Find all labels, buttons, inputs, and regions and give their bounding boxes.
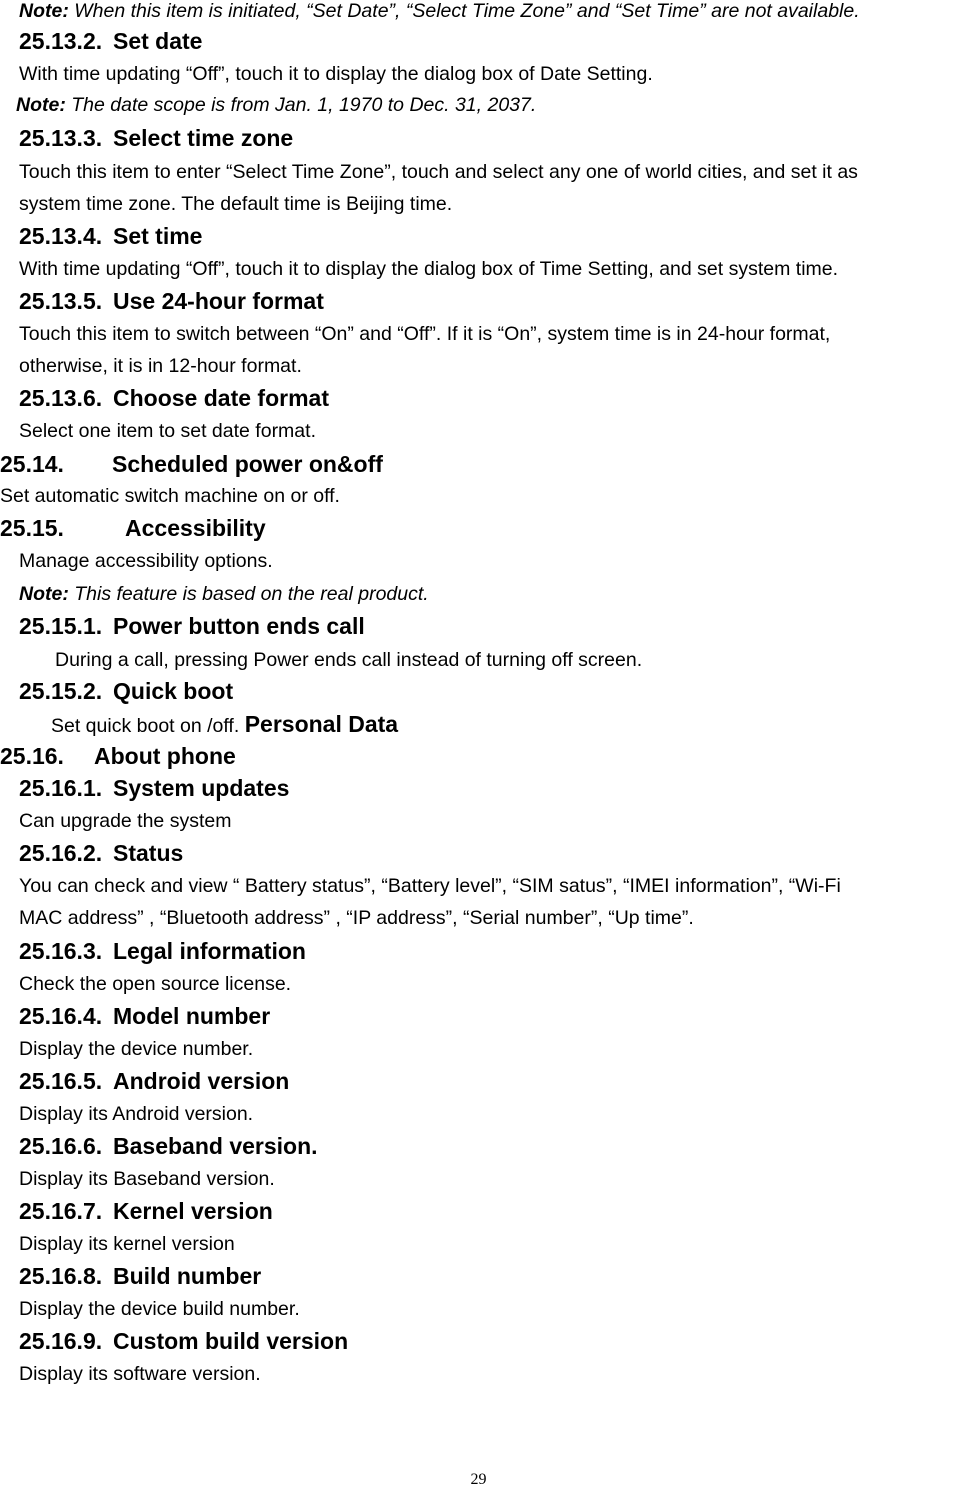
paragraph: Display its Android version.	[19, 1103, 254, 1125]
paragraph: Manage accessibility options.	[19, 550, 273, 572]
note-line	[19, 583, 429, 606]
section-number: 25.13.3.	[19, 125, 103, 151]
paragraph: otherwise, it is in 12-hour format.	[19, 355, 302, 377]
note-label: Note:	[19, 583, 69, 605]
section-title: Kernel version	[113, 1198, 273, 1224]
section-number: 25.16.3.	[19, 938, 103, 964]
section-title: Quick boot	[113, 678, 234, 704]
section-title: Status	[113, 840, 184, 866]
note-line	[19, 0, 860, 23]
heading-25-16-1	[19, 775, 289, 802]
heading-25-16-8	[19, 1263, 261, 1290]
paragraph: With time updating “Off”, touch it to display the dialog box of Time Setting, and set system time.	[19, 258, 839, 280]
section-number: 25.16.1.	[19, 775, 103, 801]
page-number: 29	[470, 1471, 487, 1488]
section-title: Android version	[113, 1068, 290, 1094]
paragraph: During a call, pressing Power ends call instead of turning off screen.	[55, 649, 643, 671]
section-title: System updates	[113, 775, 290, 801]
paragraph: Can upgrade the system	[19, 810, 232, 832]
heading-25-13-4	[19, 223, 202, 250]
section-title: Power button ends call	[113, 613, 365, 639]
section-title: Accessibility	[125, 515, 266, 541]
section-title: About phone	[94, 743, 236, 769]
heading-25-15-2	[19, 678, 233, 705]
paragraph: Display the device number.	[19, 1038, 254, 1060]
heading-25-16	[0, 743, 236, 770]
section-number: 25.16.9.	[19, 1328, 103, 1354]
note-label: Note:	[19, 0, 69, 22]
section-number: 25.14.	[0, 451, 64, 477]
section-title: Select time zone	[113, 125, 294, 151]
section-number: 25.15.	[0, 515, 64, 541]
section-title: Use 24-hour format	[113, 288, 324, 314]
section-number: 25.13.6.	[19, 385, 103, 411]
heading-25-13-2	[19, 28, 202, 55]
section-number: 25.16.8.	[19, 1263, 103, 1289]
note-text: The date scope is from Jan. 1, 1970 to Dec. 31, 2037.	[65, 94, 537, 116]
paragraph-text: Set quick boot on /off.	[51, 715, 240, 737]
heading-25-16-9	[19, 1328, 348, 1355]
section-title: Set time	[113, 223, 203, 249]
paragraph: Display the device build number.	[19, 1298, 300, 1320]
paragraph: system time zone. The default time is Beijing time.	[19, 193, 453, 215]
section-title: Baseband version.	[113, 1133, 318, 1159]
section-number: 25.13.5.	[19, 288, 103, 314]
paragraph: Check the open source license.	[19, 973, 292, 995]
section-number: 25.16.5.	[19, 1068, 103, 1094]
paragraph	[51, 711, 398, 738]
section-title: Model number	[113, 1003, 271, 1029]
paragraph: Set automatic switch machine on or off.	[0, 485, 340, 507]
section-number: 25.15.1.	[19, 613, 103, 639]
paragraph: Select one item to set date format.	[19, 420, 316, 442]
section-number: 25.16.7.	[19, 1198, 103, 1224]
heading-25-13-5	[19, 288, 324, 315]
heading-25-13-6	[19, 385, 329, 412]
note-text: When this item is initiated, “Set Date”, “Select Time Zone” and “Set Time” are not available.	[68, 0, 860, 22]
heading-25-16-5	[19, 1068, 289, 1095]
paragraph: You can check and view “ Battery status”, “Battery level”, “SIM satus”, “IMEI information”, “Wi-Fi	[19, 875, 841, 897]
section-number: 25.16.2.	[19, 840, 103, 866]
paragraph: MAC address” , “Bluetooth address” , “IP address”, “Serial number”, “Up time”.	[19, 907, 694, 929]
heading-25-15	[0, 515, 266, 542]
paragraph: Display its kernel version	[19, 1233, 235, 1255]
paragraph: With time updating “Off”, touch it to display the dialog box of Date Setting.	[19, 63, 653, 85]
paragraph: Display its Baseband version.	[19, 1168, 275, 1190]
heading-25-16-6	[19, 1133, 318, 1160]
note-text: This feature is based on the real product.	[68, 583, 429, 605]
paragraph: Touch this item to enter “Select Time Zone”, touch and select any one of world cities, and set it as	[19, 161, 858, 183]
note-label: Note:	[16, 94, 66, 116]
section-number: 25.13.4.	[19, 223, 103, 249]
section-number: 25.13.2.	[19, 28, 103, 54]
section-number: 25.16.6.	[19, 1133, 103, 1159]
heading-25-13-3	[19, 125, 293, 152]
heading-25-16-2	[19, 840, 183, 867]
section-title: Set date	[113, 28, 203, 54]
section-number: 25.16.4.	[19, 1003, 103, 1029]
heading-25-16-3	[19, 938, 306, 965]
section-number: 25.15.2.	[19, 678, 103, 704]
heading-25-15-1	[19, 613, 365, 640]
section-title: Scheduled power on&off	[112, 451, 383, 477]
section-title: Custom build version	[113, 1328, 349, 1354]
paragraph: Display its software version.	[19, 1363, 261, 1385]
section-title: Choose date format	[113, 385, 329, 411]
note-line	[16, 94, 536, 117]
heading-25-16-7	[19, 1198, 273, 1225]
heading-25-14	[0, 451, 383, 478]
section-title: Legal information	[113, 938, 306, 964]
heading-25-16-4	[19, 1003, 270, 1030]
paragraph: Touch this item to switch between “On” and “Off”. If it is “On”, system time is in 24-hour format,	[19, 323, 831, 345]
section-number: 25.16.	[0, 743, 64, 769]
personal-data-heading: Personal Data	[244, 711, 399, 737]
section-title: Build number	[113, 1263, 262, 1289]
